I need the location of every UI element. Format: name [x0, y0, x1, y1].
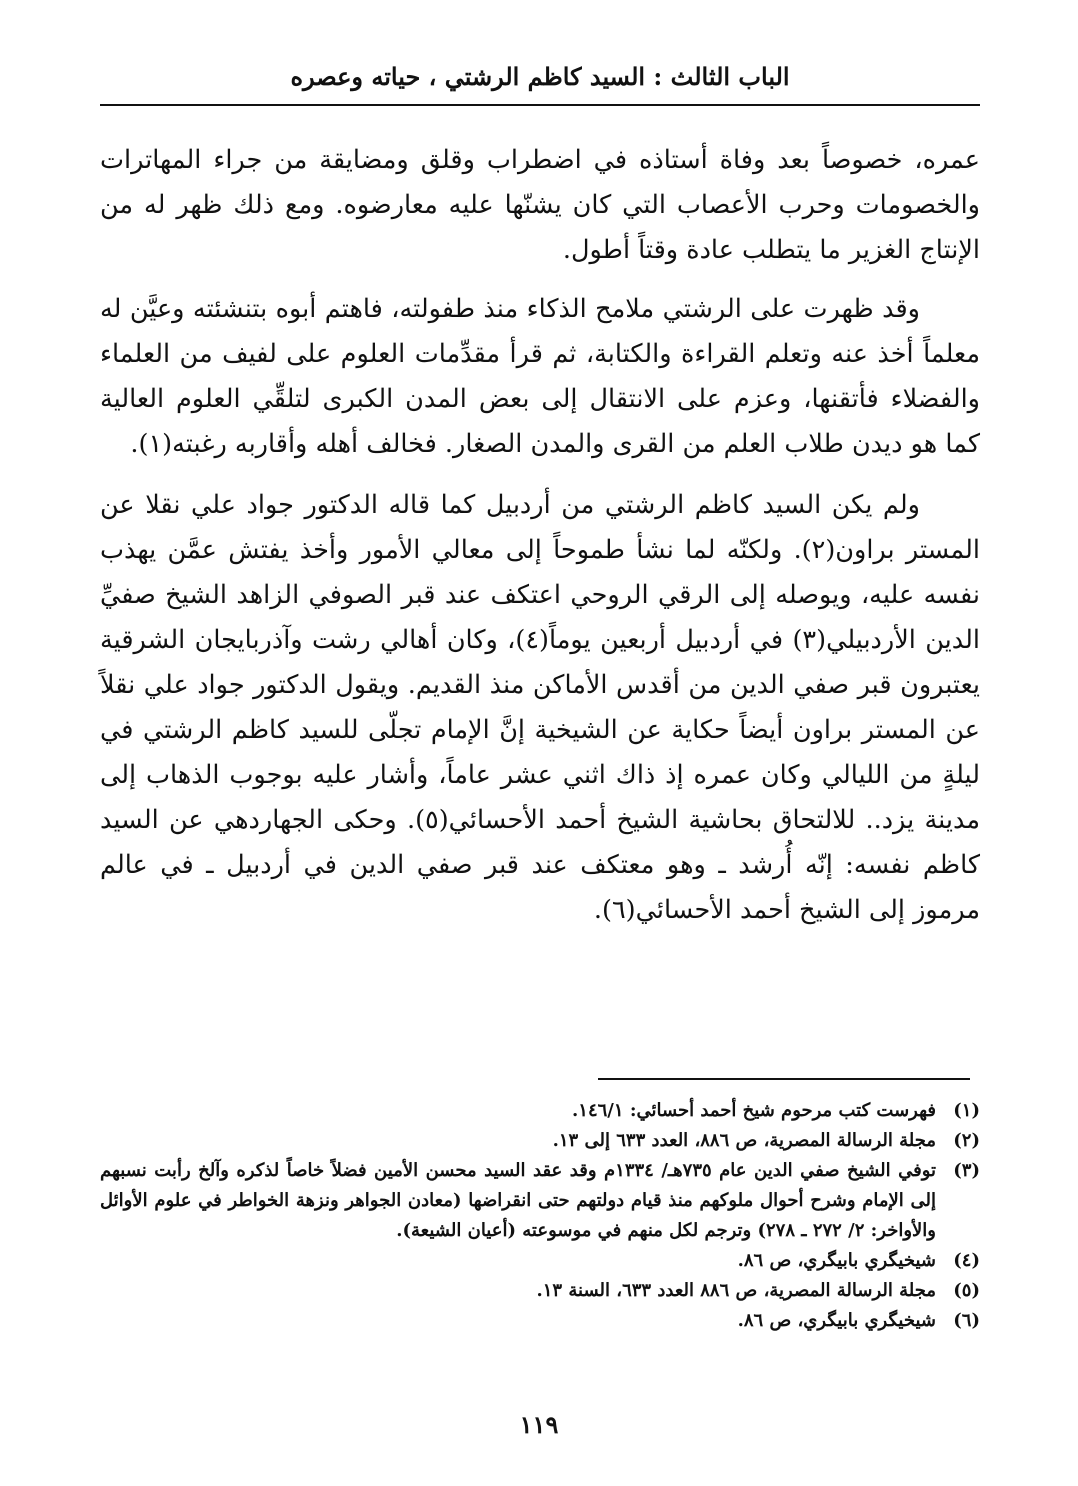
paragraph-2: وقد ظهرت على الرشتي ملامح الذكاء منذ طفولته، فاهتم أبوه بتنشئته وعيَّن له معلماً أخذ عنه وتعلم القراءة والكتابة، ثم قرأ مقدِّمات العلوم على لفيف من العلماء والفضلاء فأتقنها، وعزم على الانتقال إلى بعض المدن الكبرى لتلقِّي العلوم العالية كما هو ديدن طلاب العلم من القرى والمدن الصغار. فخالف أهله وأقاربه رغبته(١). [100, 294, 980, 459]
footnote-text: شيخيگري بابيگري، ص ٨٦. [737, 1310, 936, 1331]
footnote-3 [100, 1156, 980, 1246]
header-rule [100, 104, 980, 106]
footnote-text: شيخيگري بابيگري، ص ٨٦. [737, 1250, 936, 1271]
footnote-text: توفي الشيخ صفي الدين عام ٧٣٥هـ/ ١٣٣٤م وقد عقد السيد محسن الأمين فضلاً خاصاً لذكره وآلخ رأبت نسبهم إلى الإمام وشرح أحوال ملوكهم منذ قيام دولتهم حتى انقراضها (معادن الجواهر ونزهة الخواطر في علوم الأوائل والأواخر: ٢/ ٢٧٢ ـ ٢٧٨) وترجم لكل منهم في موسوعته (أعيان الشيعة). [100, 1160, 937, 1241]
running-header: الباب الثالث : السيد كاظم الرشتي ، حياته وعصره [290, 62, 790, 91]
footnote-6 [100, 1306, 980, 1336]
main-text [100, 138, 980, 933]
footnote-rule [598, 1078, 970, 1080]
footnote-number: (٥) [953, 1280, 980, 1301]
footnote-2 [100, 1126, 980, 1156]
page-number: ١١٩ [519, 1410, 559, 1439]
footnote-number: (١) [953, 1100, 980, 1121]
footnotes [100, 1096, 980, 1336]
footnote-text: مجلة الرسالة المصرية، ص ٨٨٦ العدد ٦٣٣، السنة ١٣. [536, 1280, 936, 1301]
footnote-5 [100, 1276, 980, 1306]
footnote-number: (٣) [953, 1160, 980, 1181]
footnote-number: (٤) [953, 1250, 980, 1271]
paragraph-1: عمره، خصوصاً بعد وفاة أستاذه في اضطراب وقلق ومضايقة من جراء المهاترات والخصومات وحرب الأعصاب التي كان يشنّها عليه معارضوه. ومع ذلك ظهر له من الإنتاج الغزير ما يتطلب عادة وقتاً أطول. [100, 145, 980, 265]
footnote-number: (٢) [953, 1130, 980, 1151]
footnote-4 [100, 1246, 980, 1276]
footnote-text: فهرست كتب مرحوم شيخ أحمد أحسائي: ١٤٦/١. [572, 1100, 936, 1121]
footnote-1 [100, 1096, 980, 1126]
footnote-number: (٦) [953, 1310, 980, 1331]
paragraph-3: ولم يكن السيد كاظم الرشتي من أردبيل كما قاله الدكتور جواد علي نقلا عن المستر براون(٢). ولكنّه لما نشأ طموحاً إلى معالي الأمور وأخذ يفتش عمَّن يهذب نفسه عليه، ويوصله إلى الرقي الروحي اعتكف عند قبر الصوفي الزاهد الشيخ صفيِّ الدين الأردبيلي(٣) في أردبيل أربعين يوماً(٤)، وكان أهالي رشت وآذربايجان الشرقية يعتبرون قبر صفي الدين من أقدس الأماكن منذ القديم. ويقول الدكتور جواد علي نقلاً عن المستر براون أيضاً حكاية عن الشيخية إنَّ الإمام تجلّى للسيد كاظم الرشتي في ليلةٍ من الليالي وكان عمره إذ ذاك اثني عشر عاماً، وأشار عليه بوجوب الذهاب إلى مدينة يزد.. للالتحاق بحاشية الشيخ أحمد الأحسائي(٥). وحكى الجهاردهي عن السيد كاظم نفسه: إنّه أُرشد ـ وهو معتكف عند قبر صفي الدين في أردبيل ـ في عالم مرموز إلى الشيخ أحمد الأحسائي(٦). [100, 490, 980, 925]
footnote-text: مجلة الرسالة المصرية، ص ٨٨٦، العدد ٦٣٣ إلى ١٣. [552, 1130, 936, 1151]
